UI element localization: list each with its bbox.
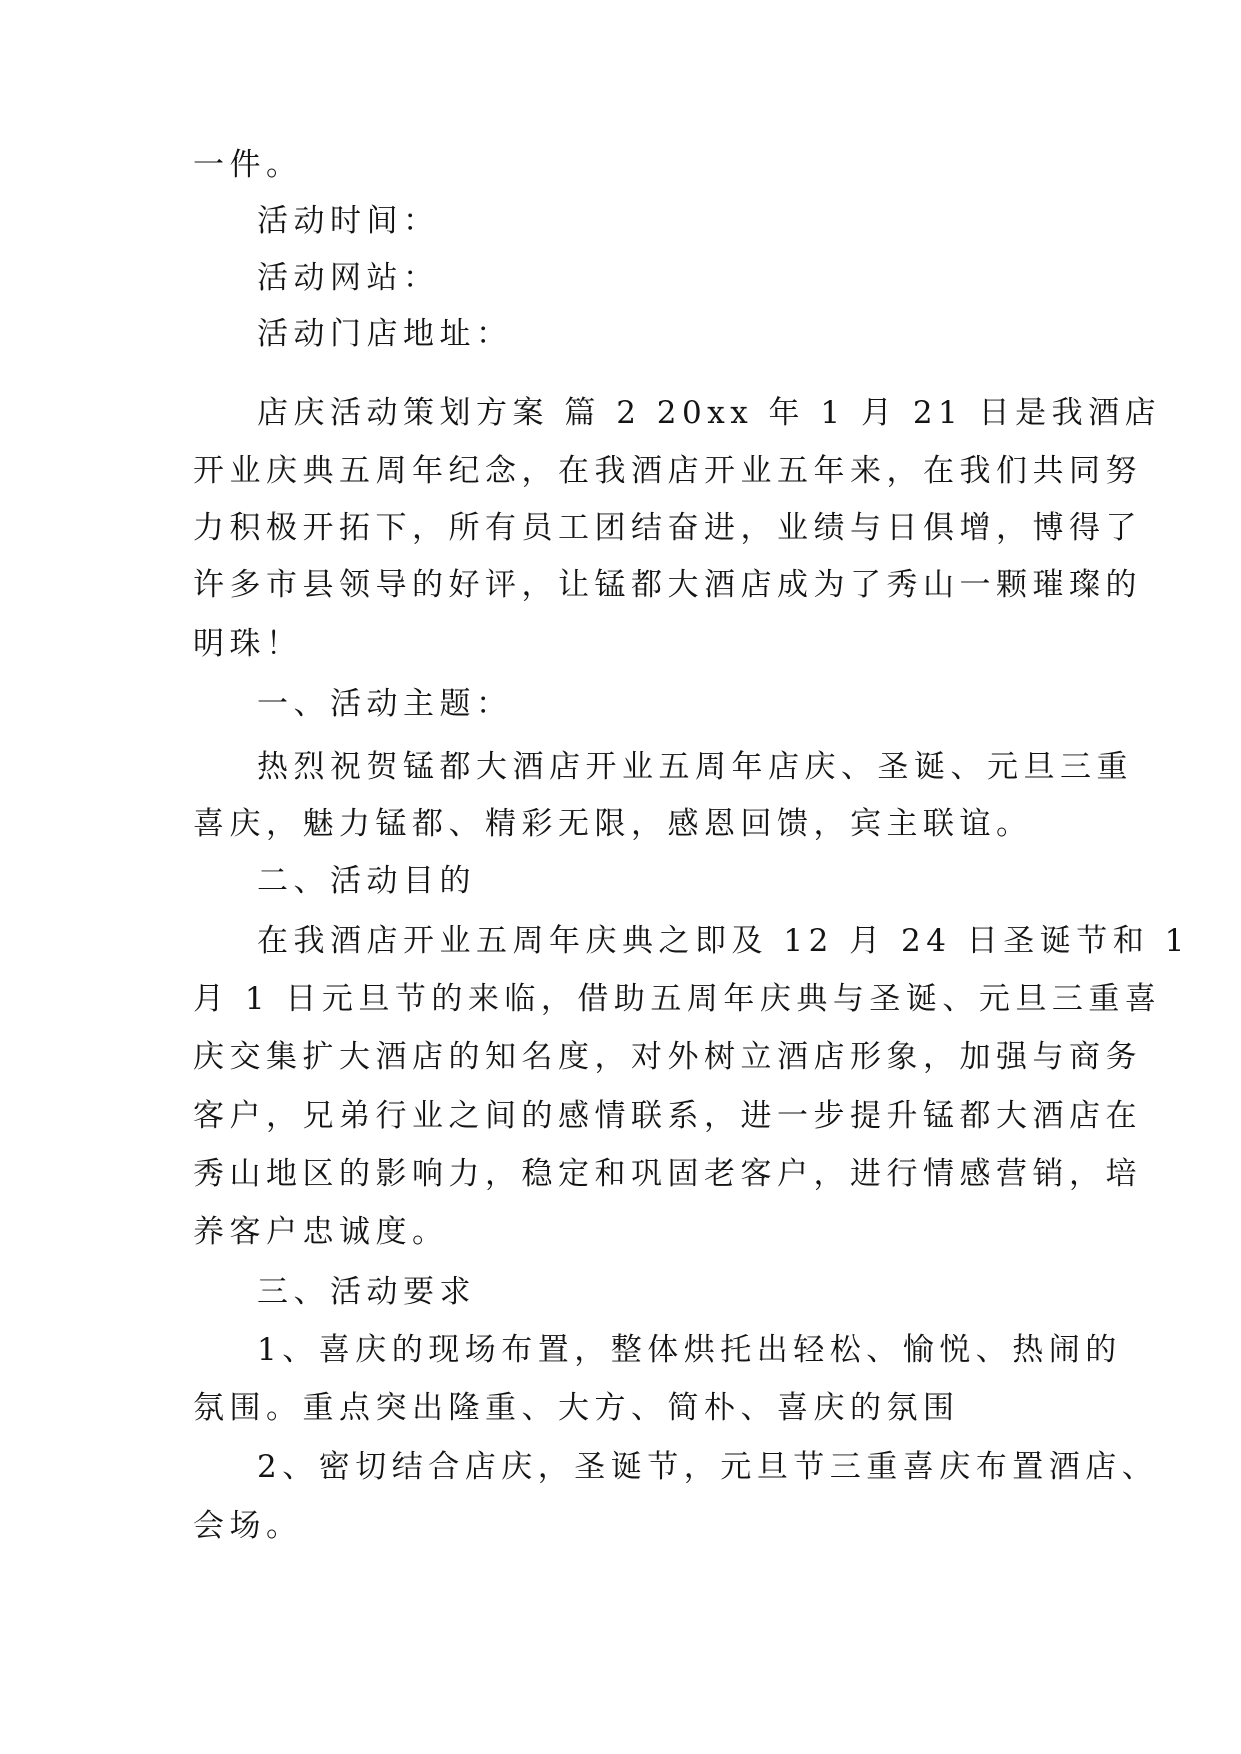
text-line-9: 明珠！ xyxy=(193,626,303,662)
text-line-17: 客户，兄弟行业之间的感情联系，进一步提升锰都大酒店在 xyxy=(193,1098,1142,1134)
text-line-15: 月 1 日元旦节的来临，借助五周年庆典与圣诞、元旦三重喜 xyxy=(193,981,1162,1017)
text-line-5: 店庆活动策划方案 篇 2 20xx 年 1 月 21 日是我酒店 xyxy=(257,395,1162,431)
text-line-23: 2、密切结合店庆，圣诞节，元旦节三重喜庆布置酒店、 xyxy=(257,1449,1159,1485)
text-line-13: 二、活动目的 xyxy=(257,863,476,899)
text-line-22: 氛围。重点突出隆重、大方、简朴、喜庆的氛围 xyxy=(193,1390,960,1426)
text-line-18: 秀山地区的影响力，稳定和巩固老客户，进行情感营销，培 xyxy=(193,1156,1142,1192)
text-line-24: 会场。 xyxy=(193,1508,303,1544)
text-line-16: 庆交集扩大酒店的知名度，对外树立酒店形象，加强与商务 xyxy=(193,1039,1142,1075)
text-line-20: 三、活动要求 xyxy=(257,1274,476,1310)
text-line-1: 一件。 xyxy=(193,147,303,183)
text-line-4: 活动门店地址： xyxy=(257,316,513,352)
text-line-3: 活动网站： xyxy=(257,260,440,296)
text-line-8: 许多市县领导的好评，让锰都大酒店成为了秀山一颗璀璨的 xyxy=(193,567,1142,603)
text-line-12: 喜庆，魅力锰都、精彩无限，感恩回馈，宾主联谊。 xyxy=(193,806,1033,842)
text-line-11: 热烈祝贺锰都大酒店开业五周年店庆、圣诞、元旦三重 xyxy=(257,749,1133,785)
text-line-19: 养客户忠诚度。 xyxy=(193,1214,449,1250)
text-line-7: 力积极开拓下，所有员工团结奋进，业绩与日俱增，博得了 xyxy=(193,510,1142,546)
text-line-2: 活动时间： xyxy=(257,203,440,239)
text-line-6: 开业庆典五周年纪念，在我酒店开业五年来，在我们共同努 xyxy=(193,453,1142,489)
text-line-14: 在我酒店开业五周年庆典之即及 12 月 24 日圣诞节和 1 xyxy=(257,923,1190,959)
text-line-10: 一、活动主题： xyxy=(257,686,513,722)
text-line-21: 1、喜庆的现场布置，整体烘托出轻松、愉悦、热闹的 xyxy=(257,1332,1122,1368)
